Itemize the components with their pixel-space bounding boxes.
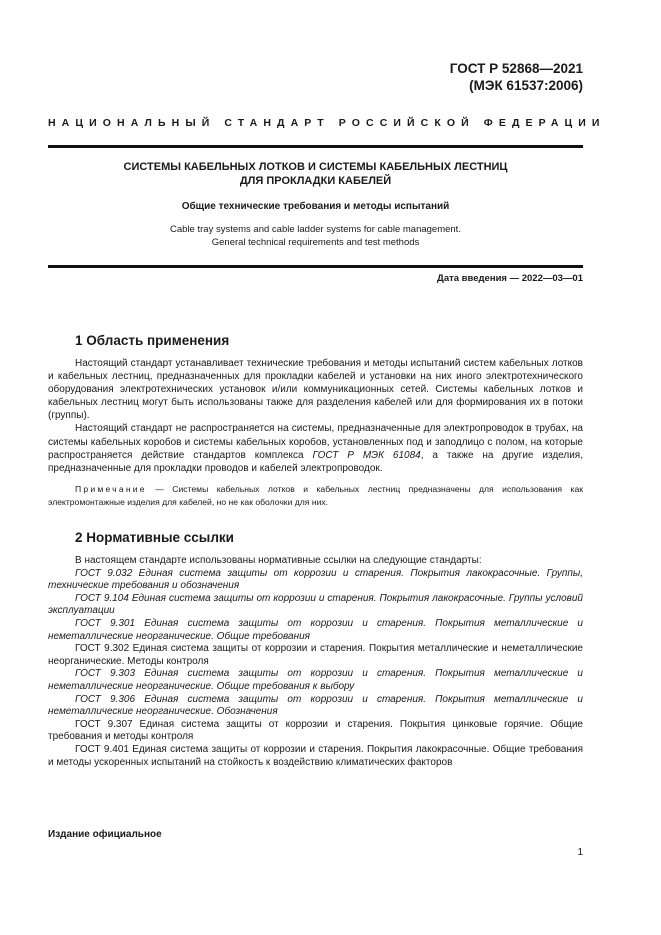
section-1-heading: 1 Область применения bbox=[75, 333, 230, 348]
note-text: — Системы кабельных лотков и кабельных лестниц предназначены для использования как электромонтажные изделия для кабелей, но не как оболочки для них. bbox=[48, 484, 583, 507]
section-1-body bbox=[48, 357, 583, 475]
title-line-1: СИСТЕМЫ КАБЕЛЬНЫХ ЛОТКОВ И СИСТЕМЫ КАБЕЛЬНЫХ ЛЕСТНИЦ bbox=[123, 161, 508, 173]
english-title bbox=[48, 224, 583, 249]
top-divider bbox=[48, 145, 583, 148]
reference-gost-9-307: ГОСТ 9.307 Единая система защиты от коррозии и старения. Покрытия цинковые горячие. Общие требования и методы контроля bbox=[48, 718, 583, 743]
introduction-date: Дата введения — 2022—03—01 bbox=[437, 273, 583, 284]
note-label: Примечание bbox=[75, 484, 147, 494]
reference-gost-9-104: ГОСТ 9.104 Единая система защиты от коррозии и старения. Покрытия лакокрасочные. Группы условий эксплуатации bbox=[48, 592, 583, 617]
reference-gost-9-032: ГОСТ 9.032 Единая система защиты от коррозии и старения. Покрытия лакокрасочные. Группы, технические требования и обозначения bbox=[48, 567, 583, 592]
reference-gost-9-303: ГОСТ 9.303 Единая система защиты от коррозии и старения. Покрытия металлические и неметаллические неорганические. Общие требования к выбору bbox=[48, 668, 583, 692]
document-subtitle: Общие технические требования и методы испытаний bbox=[181, 201, 450, 212]
title-divider bbox=[48, 265, 583, 268]
reference-gost-9-306: ГОСТ 9.306 Единая система защиты от коррозии и старения. Покрытия металлические и неметаллические неорганические. Обозначения bbox=[48, 693, 583, 718]
section-2-heading: 2 Нормативные ссылки bbox=[75, 530, 234, 545]
page-number: 1 bbox=[577, 847, 583, 858]
scope-paragraph-1: Настоящий стандарт устанавливает технические требования и методы испытаний систем кабельных лотков и кабельных лестниц, предназначенных для прокладки кабелей и установки на них иного электротехнического оборудования электротехнических установок и/или коммуникационных сетей. Системы кабельных лотков и кабельных лестниц могут быть использованы также для разделения кабелей или для формирования их в потоки (группы). bbox=[48, 358, 583, 422]
normative-references-list bbox=[48, 555, 583, 769]
title-line-2: ДЛЯ ПРОКЛАДКИ КАБЕЛЕЙ bbox=[239, 174, 392, 187]
scope-paragraph-2-start: Настоящий стандарт не распространяется на системы, предназначенные для электропроводок в трубах, на системы кабельных коробов и системы кабельных коробов, установленных под и заподлицо с полом, на которые распространяется действие стандартов комплекса bbox=[48, 423, 583, 461]
iec-reference: (МЭК 61537:2006) bbox=[469, 78, 583, 93]
document-title bbox=[48, 161, 583, 188]
reference-gost-9-302: ГОСТ 9.302 Единая система защиты от коррозии и старения. Покрытия металлические и неметаллические неорганические. Методы контроля bbox=[48, 643, 583, 667]
gost-iec-61084-reference: ГОСТ Р МЭК 61084 bbox=[312, 449, 421, 461]
standard-code-block bbox=[450, 60, 583, 94]
english-title-line-1: Cable tray systems and cable ladder systems for cable management. bbox=[170, 224, 461, 235]
reference-gost-9-401: ГОСТ 9.401 Единая система защиты от коррозии и старения. Покрытия лакокрасочные. Общие требования и методы ускоренных испытаний на стойкость к воздействию климатических факторов bbox=[48, 743, 583, 768]
references-intro: В настоящем стандарте использованы нормативные ссылки на следующие стандарты: bbox=[75, 555, 482, 566]
english-title-line-2: General technical requirements and test methods bbox=[211, 236, 420, 248]
official-edition-label: Издание официальное bbox=[48, 829, 162, 840]
reference-gost-9-301: ГОСТ 9.301 Единая система защиты от коррозии и старения. Покрытия металлические и неметаллические неорганические. Общие требования bbox=[48, 617, 583, 642]
standard-code: ГОСТ Р 52868—2021 bbox=[449, 61, 583, 76]
scope-note bbox=[48, 483, 583, 508]
scope-paragraph-2 bbox=[48, 422, 583, 474]
national-standard-banner: НАЦИОНАЛЬНЫЙ СТАНДАРТ РОССИЙСКОЙ ФЕДЕРАЦИИ bbox=[48, 117, 606, 129]
scope-paragraph-2-end: , а также на другие изделия, предназначенные для прокладки проводов и кабелей электропроводок. bbox=[48, 449, 584, 474]
